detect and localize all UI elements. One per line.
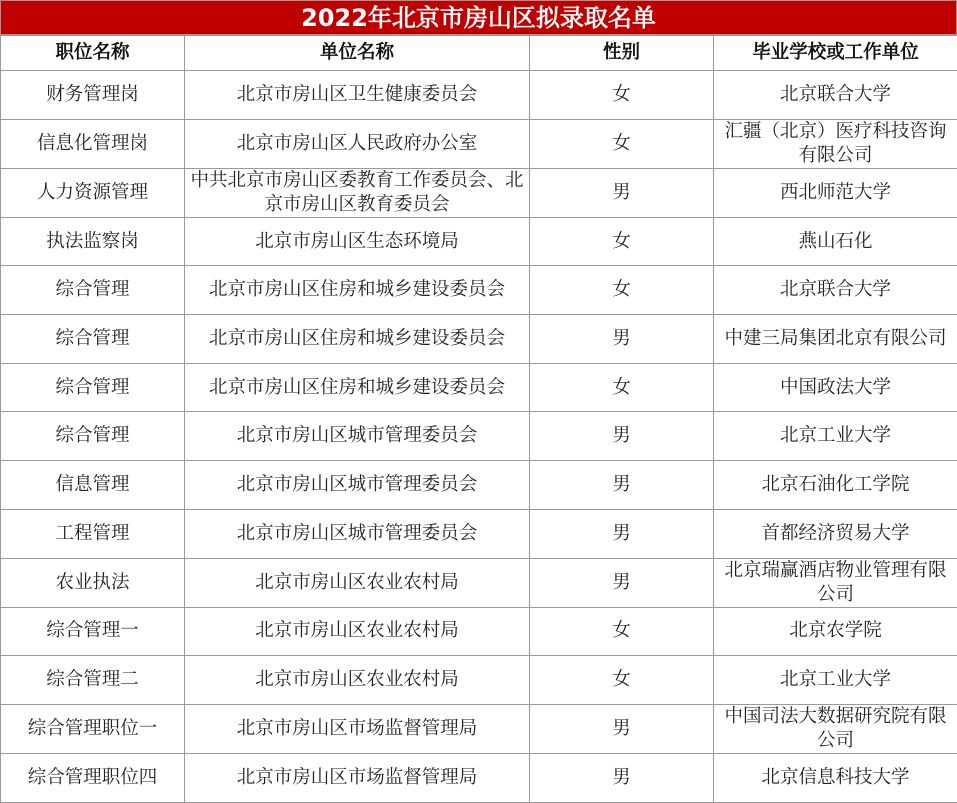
cell-school: 中国政法大学 <box>714 363 957 412</box>
cell-school: 汇疆（北京）医疗科技咨询有限公司 <box>714 119 957 168</box>
table-row <box>1 119 957 168</box>
cell-position: 综合管理 <box>1 363 185 412</box>
cell-unit: 北京市房山区城市管理委员会 <box>185 412 530 461</box>
table-row <box>1 607 957 656</box>
table-row <box>1 461 957 510</box>
cell-position: 综合管理 <box>1 266 185 315</box>
cell-school: 燕山石化 <box>714 217 957 266</box>
cell-unit: 北京市房山区农业农村局 <box>185 607 530 656</box>
header-row <box>1 36 957 71</box>
cell-gender: 男 <box>530 412 714 461</box>
table-row <box>1 71 957 120</box>
cell-unit: 北京市房山区人民政府办公室 <box>185 119 530 168</box>
table-row <box>1 363 957 412</box>
cell-school: 西北师范大学 <box>714 168 957 217</box>
cell-unit: 北京市房山区住房和城乡建设委员会 <box>185 315 530 364</box>
cell-unit: 北京市房山区市场监督管理局 <box>185 704 530 753</box>
cell-gender: 男 <box>530 753 714 802</box>
cell-gender: 女 <box>530 217 714 266</box>
cell-position: 综合管理 <box>1 412 185 461</box>
cell-position: 财务管理岗 <box>1 71 185 120</box>
cell-unit: 北京市房山区住房和城乡建设委员会 <box>185 363 530 412</box>
header-position: 职位名称 <box>1 36 185 71</box>
cell-position: 执法监察岗 <box>1 217 185 266</box>
cell-position: 综合管理一 <box>1 607 185 656</box>
cell-gender: 男 <box>530 558 714 607</box>
page-title: 2022年北京市房山区拟录取名单 <box>0 0 957 35</box>
cell-position: 工程管理 <box>1 509 185 558</box>
cell-school: 北京信息科技大学 <box>714 753 957 802</box>
cell-school: 中国司法大数据研究院有限公司 <box>714 704 957 753</box>
table-row <box>1 412 957 461</box>
cell-gender: 男 <box>530 315 714 364</box>
cell-unit: 北京市房山区农业农村局 <box>185 558 530 607</box>
table-row <box>1 509 957 558</box>
table-row <box>1 558 957 607</box>
table-row <box>1 753 957 802</box>
table-row <box>1 217 957 266</box>
cell-school: 北京瑞赢酒店物业管理有限公司 <box>714 558 957 607</box>
cell-gender: 男 <box>530 461 714 510</box>
cell-position: 综合管理职位一 <box>1 704 185 753</box>
table-row <box>1 315 957 364</box>
admission-table <box>0 35 957 803</box>
cell-unit: 北京市房山区生态环境局 <box>185 217 530 266</box>
cell-position: 农业执法 <box>1 558 185 607</box>
header-school: 毕业学校或工作单位 <box>714 36 957 71</box>
table-row <box>1 656 957 705</box>
cell-position: 综合管理 <box>1 315 185 364</box>
header-gender: 性别 <box>530 36 714 71</box>
cell-unit: 北京市房山区城市管理委员会 <box>185 509 530 558</box>
table-row <box>1 168 957 217</box>
cell-gender: 女 <box>530 119 714 168</box>
cell-school: 北京石油化工学院 <box>714 461 957 510</box>
cell-gender: 女 <box>530 656 714 705</box>
cell-gender: 男 <box>530 509 714 558</box>
cell-gender: 女 <box>530 71 714 120</box>
cell-school: 首都经济贸易大学 <box>714 509 957 558</box>
cell-school: 中建三局集团北京有限公司 <box>714 315 957 364</box>
cell-school: 北京联合大学 <box>714 71 957 120</box>
cell-unit: 北京市房山区市场监督管理局 <box>185 753 530 802</box>
cell-school: 北京联合大学 <box>714 266 957 315</box>
cell-school: 北京工业大学 <box>714 412 957 461</box>
table-row <box>1 266 957 315</box>
cell-position: 信息化管理岗 <box>1 119 185 168</box>
cell-school: 北京农学院 <box>714 607 957 656</box>
header-unit: 单位名称 <box>185 36 530 71</box>
cell-gender: 女 <box>530 607 714 656</box>
cell-school: 北京工业大学 <box>714 656 957 705</box>
table-row <box>1 704 957 753</box>
cell-gender: 男 <box>530 168 714 217</box>
cell-gender: 女 <box>530 363 714 412</box>
cell-position: 信息管理 <box>1 461 185 510</box>
cell-gender: 女 <box>530 266 714 315</box>
cell-position: 综合管理职位四 <box>1 753 185 802</box>
cell-unit: 北京市房山区农业农村局 <box>185 656 530 705</box>
cell-unit: 北京市房山区城市管理委员会 <box>185 461 530 510</box>
cell-unit: 北京市房山区住房和城乡建设委员会 <box>185 266 530 315</box>
cell-position: 综合管理二 <box>1 656 185 705</box>
cell-unit: 北京市房山区卫生健康委员会 <box>185 71 530 120</box>
cell-unit: 中共北京市房山区委教育工作委员会、北京市房山区教育委员会 <box>185 168 530 217</box>
cell-gender: 男 <box>530 704 714 753</box>
cell-position: 人力资源管理 <box>1 168 185 217</box>
